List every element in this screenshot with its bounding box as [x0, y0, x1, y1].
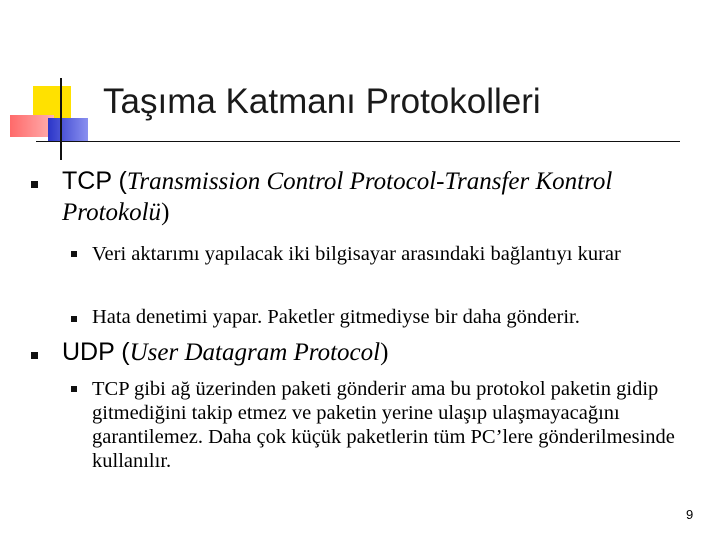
logo-vertical-line: [60, 78, 62, 160]
logo-blue-bar: [48, 118, 88, 142]
sub-item-text: TCP gibi ağ üzerinden paketi gönderir ama bu protokol paketin gidip gitmediğini takip etmez ve paketin yerine ulaşıp ulaşmayacağını garantilemez. Daha çok küçük paketlerin tüm PC’lere gönderilmesinde kullanılır.: [92, 378, 675, 472]
item-expansion: User Datagram Protocol: [129, 339, 381, 366]
list-item-udp: UDP (User Datagram Protocol): [62, 338, 389, 366]
page-number: 9: [686, 507, 694, 522]
sub-bullet-square-icon: [71, 316, 77, 322]
item-expansion: Transmission Control Protocol-Transfer Kontrol Protokolü: [62, 168, 613, 226]
sub-item-text: Veri aktarımı yapılacak iki bilgisayar arasındaki bağlantıyı kurar: [92, 243, 621, 265]
title-underline: [36, 141, 680, 142]
slide-title: Taşıma Katmanı Protokolleri: [103, 82, 541, 121]
bullet-square-icon: [31, 181, 38, 188]
list-item-tcp: TCP (Transmission Control Protocol-Transfer Kontrol Protokolü): [62, 167, 613, 226]
item-prefix: UDP: [62, 338, 115, 366]
sub-bullet-square-icon: [71, 386, 77, 392]
item-prefix: TCP: [62, 167, 112, 195]
sub-item-text: Hata denetimi yapar. Paketler gitmediyse bir daha gönderir.: [92, 306, 580, 328]
sub-bullet-square-icon: [71, 251, 77, 257]
bullet-square-icon: [31, 352, 38, 359]
